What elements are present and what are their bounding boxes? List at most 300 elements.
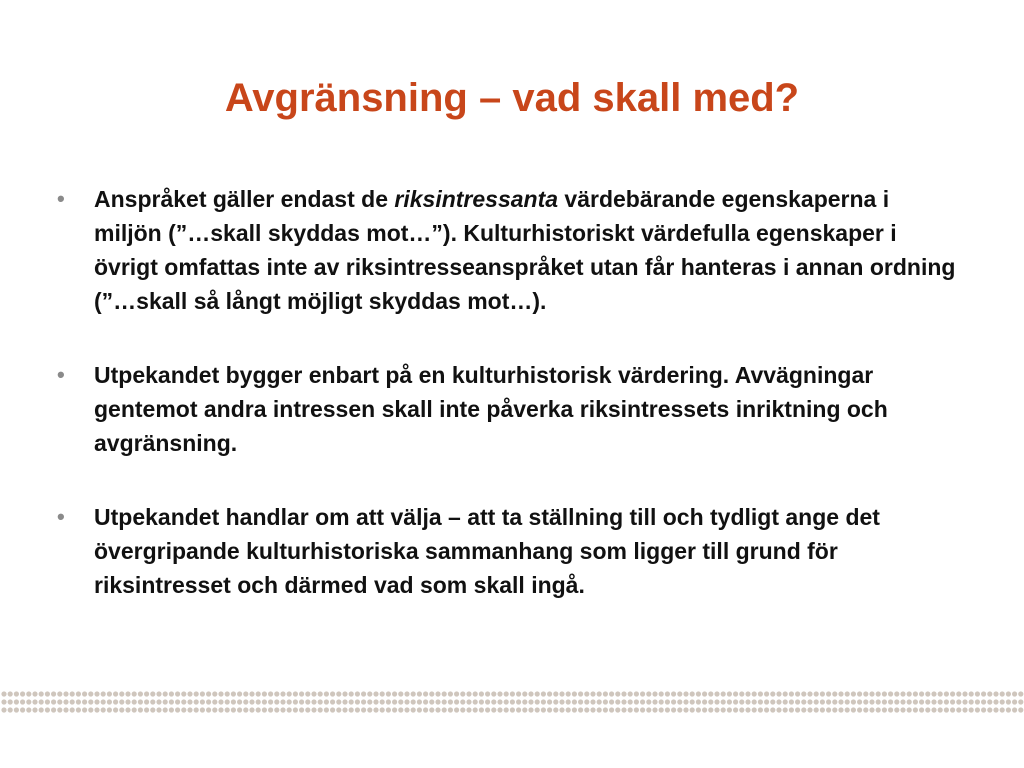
- decorative-dot: [448, 707, 453, 712]
- decorative-dot: [559, 707, 564, 712]
- decorative-dot: [45, 707, 50, 712]
- decorative-dot: [411, 691, 416, 696]
- decorative-dot: [993, 707, 998, 712]
- bullet-text: Utpekandet handlar om att välja – att ta ställning till och tydligt ange det övergripande kulturhistoriska sammanhang som ligger till grund för riksintresset och därmed vad som skall ingå.: [94, 504, 880, 598]
- decorative-dot: [733, 691, 738, 696]
- decorative-dot: [820, 699, 825, 704]
- decorative-dot: [479, 699, 484, 704]
- decorative-dot: [460, 691, 465, 696]
- decorative-dot: [491, 707, 496, 712]
- decorative-dot: [386, 707, 391, 712]
- decorative-dot: [200, 691, 205, 696]
- decorative-dot: [342, 707, 347, 712]
- bullet-marker: •: [57, 504, 65, 529]
- decorative-dot: [231, 691, 236, 696]
- decorative-dot: [367, 699, 372, 704]
- decorative-dot: [770, 699, 775, 704]
- decorative-dot: [590, 699, 595, 704]
- decorative-dot: [919, 699, 924, 704]
- decorative-dot: [200, 699, 205, 704]
- decorative-dot: [45, 691, 50, 696]
- decorative-dot: [665, 691, 670, 696]
- decorative-dot: [522, 699, 527, 704]
- decorative-dot: [696, 691, 701, 696]
- decorative-dot: [609, 691, 614, 696]
- decorative-dot: [113, 707, 118, 712]
- decorative-dot: [516, 691, 521, 696]
- decorative-dot: [429, 691, 434, 696]
- decorative-dot: [119, 691, 124, 696]
- decorative-dot: [417, 707, 422, 712]
- decorative-dot: [522, 691, 527, 696]
- decorative-dot: [807, 707, 812, 712]
- decorative-dot: [460, 707, 465, 712]
- decorative-dot: [603, 707, 608, 712]
- decorative-dot: [336, 707, 341, 712]
- decorative-dot: [913, 691, 918, 696]
- decorative-dot: [962, 699, 967, 704]
- bullet-emphasis: riksintressanta: [394, 186, 559, 212]
- decorative-dot: [473, 699, 478, 704]
- decorative-dot: [1018, 699, 1023, 704]
- decorative-dot: [411, 707, 416, 712]
- decorative-dot: [392, 699, 397, 704]
- decorative-dot: [107, 699, 112, 704]
- decorative-dot: [497, 699, 502, 704]
- decorative-dot: [776, 691, 781, 696]
- decorative-dot: [776, 707, 781, 712]
- decorative-dot: [857, 691, 862, 696]
- decorative-dot: [355, 707, 360, 712]
- decorative-dot: [150, 699, 155, 704]
- decorative-dot: [212, 699, 217, 704]
- decorative-dot: [392, 691, 397, 696]
- decorative-dot: [466, 707, 471, 712]
- decorative-dot: [1018, 691, 1023, 696]
- decorative-dot: [57, 699, 62, 704]
- decorative-dot: [553, 707, 558, 712]
- decorative-dot: [677, 699, 682, 704]
- decorative-dot: [981, 707, 986, 712]
- decorative-dot: [559, 699, 564, 704]
- decorative-dot: [764, 707, 769, 712]
- decorative-dot: [739, 691, 744, 696]
- decorative-dot: [280, 707, 285, 712]
- decorative-dot: [70, 707, 75, 712]
- decorative-dot: [144, 699, 149, 704]
- decorative-dot: [944, 707, 949, 712]
- decorative-dot: [882, 699, 887, 704]
- decorative-dot: [311, 707, 316, 712]
- decorative-dot: [783, 707, 788, 712]
- decorative-dot: [683, 691, 688, 696]
- decorative-dot: [256, 699, 261, 704]
- decorative-dot: [373, 707, 378, 712]
- bullet-item-2: [57, 358, 957, 460]
- decorative-dot: [318, 691, 323, 696]
- decorative-dot: [380, 699, 385, 704]
- decorative-dot: [745, 691, 750, 696]
- decorative-dot: [826, 707, 831, 712]
- decorative-dot: [628, 707, 633, 712]
- decorative-dot: [752, 699, 757, 704]
- decorative-dot: [541, 707, 546, 712]
- decorative-dot: [590, 691, 595, 696]
- decorative-dot: [851, 707, 856, 712]
- decorative-dot: [454, 707, 459, 712]
- decorative-dot: [925, 691, 930, 696]
- decorative-dot: [993, 699, 998, 704]
- decorative-dot: [621, 699, 626, 704]
- decorative-dot: [814, 691, 819, 696]
- decorative-dot: [621, 707, 626, 712]
- decorative-dot: [789, 707, 794, 712]
- decorative-dot: [51, 699, 56, 704]
- decorative-dot: [330, 707, 335, 712]
- decorative-dot: [293, 691, 298, 696]
- decorative-dot: [169, 699, 174, 704]
- decorative-dot: [163, 707, 168, 712]
- decorative-dot: [342, 691, 347, 696]
- decorative-dot: [950, 707, 955, 712]
- decorative-dot: [913, 707, 918, 712]
- decorative-dot: [969, 691, 974, 696]
- decorative-dot: [460, 699, 465, 704]
- decorative-dot: [311, 699, 316, 704]
- decorative-dot: [640, 691, 645, 696]
- decorative-dot: [311, 691, 316, 696]
- decorative-dot: [609, 707, 614, 712]
- decorative-dot: [801, 699, 806, 704]
- decorative-dot: [318, 699, 323, 704]
- decorative-dot: [671, 691, 676, 696]
- decorative-dot: [603, 691, 608, 696]
- decorative-dot: [138, 707, 143, 712]
- decorative-dot: [20, 691, 25, 696]
- decorative-dot: [268, 699, 273, 704]
- decorative-dot: [113, 691, 118, 696]
- decorative-dot: [194, 699, 199, 704]
- decorative-dot: [528, 699, 533, 704]
- decorative-dot: [51, 707, 56, 712]
- decorative-dot: [956, 699, 961, 704]
- decorative-dot: [94, 707, 99, 712]
- decorative-dot: [417, 691, 422, 696]
- decorative-dot: [57, 707, 62, 712]
- decorative-dot: [448, 691, 453, 696]
- decorative-dot: [299, 691, 304, 696]
- decorative-dot: [814, 699, 819, 704]
- decorative-dot: [14, 699, 19, 704]
- decorative-dot: [714, 691, 719, 696]
- decorative-dot: [423, 691, 428, 696]
- decorative-dot: [39, 699, 44, 704]
- decorative-dot: [615, 699, 620, 704]
- decorative-dot: [107, 707, 112, 712]
- decorative-dot: [125, 707, 130, 712]
- decorative-dot: [1006, 699, 1011, 704]
- decorative-dot: [237, 699, 242, 704]
- decorative-dot: [491, 699, 496, 704]
- decorative-dot: [758, 699, 763, 704]
- decorative-dot: [851, 699, 856, 704]
- decorative-dot: [690, 699, 695, 704]
- decorative-dot: [900, 707, 905, 712]
- decorative-dot: [336, 691, 341, 696]
- decorative-dot: [1012, 699, 1017, 704]
- decorative-dot: [249, 707, 254, 712]
- decorative-dot: [1012, 691, 1017, 696]
- decorative-dot: [181, 691, 186, 696]
- decorative-dot: [442, 707, 447, 712]
- decorative-dot: [398, 699, 403, 704]
- decorative-dot: [944, 699, 949, 704]
- decorative-dot: [94, 699, 99, 704]
- decorative-dot: [776, 699, 781, 704]
- decorative-dot: [355, 691, 360, 696]
- decorative-dot: [876, 707, 881, 712]
- decorative-dot: [367, 691, 372, 696]
- decorative-dot: [814, 707, 819, 712]
- decorative-dot: [256, 707, 261, 712]
- decorative-dot: [479, 707, 484, 712]
- decorative-dot: [876, 691, 881, 696]
- decorative-dot: [32, 691, 37, 696]
- decorative-dot: [801, 707, 806, 712]
- decorative-dot: [646, 691, 651, 696]
- decorative-dot: [950, 691, 955, 696]
- decorative-dot: [144, 707, 149, 712]
- decorative-dot: [702, 699, 707, 704]
- decorative-dot: [194, 691, 199, 696]
- decorative-dot: [956, 691, 961, 696]
- decorative-dot: [956, 707, 961, 712]
- decorative-dot: [683, 707, 688, 712]
- decorative-dot: [404, 691, 409, 696]
- decorative-dot: [1000, 691, 1005, 696]
- decorative-dot: [423, 699, 428, 704]
- decorative-dot: [218, 699, 223, 704]
- decorative-dot: [572, 699, 577, 704]
- decorative-dot: [857, 707, 862, 712]
- decorative-dot: [764, 691, 769, 696]
- decorative-dot: [125, 691, 130, 696]
- decorative-dot: [361, 691, 366, 696]
- decorative-dot: [566, 707, 571, 712]
- decorative-dot: [869, 707, 874, 712]
- decorative-dot: [770, 707, 775, 712]
- decorative-dot: [944, 691, 949, 696]
- decorative-dot: [1006, 691, 1011, 696]
- decorative-dot: [76, 699, 81, 704]
- decorative-dot: [869, 691, 874, 696]
- decorative-dot: [727, 691, 732, 696]
- decorative-dot: [299, 707, 304, 712]
- decorative-dot: [262, 707, 267, 712]
- decorative-dot: [665, 699, 670, 704]
- decorative-dot: [324, 707, 329, 712]
- decorative-dot: [63, 707, 68, 712]
- decorative-dot: [783, 691, 788, 696]
- decorative-dot: [969, 699, 974, 704]
- decorative-dot: [634, 691, 639, 696]
- decorative-dot: [894, 691, 899, 696]
- decorative-dot: [919, 691, 924, 696]
- decorative-dot: [671, 707, 676, 712]
- decorative-dot: [225, 691, 230, 696]
- bullet-text: Utpekandet bygger enbart på en kulturhistorisk värdering. Avvägningar gentemot andra intressen skall inte påverka riksintressets inriktning och avgränsning.: [94, 362, 888, 456]
- decorative-dot: [1000, 699, 1005, 704]
- decorative-dot: [206, 699, 211, 704]
- decorative-dot: [125, 699, 130, 704]
- decorative-dot: [993, 691, 998, 696]
- decorative-dot: [603, 699, 608, 704]
- decorative-dot: [274, 691, 279, 696]
- decorative-dot: [262, 691, 267, 696]
- decorative-dot: [132, 699, 137, 704]
- decorative-dot: [584, 699, 589, 704]
- decorative-dot: [919, 707, 924, 712]
- decorative-dot: [485, 707, 490, 712]
- decorative-dot: [857, 699, 862, 704]
- decorative-dot: [373, 699, 378, 704]
- decorative-dot: [448, 699, 453, 704]
- decorative-dot: [454, 691, 459, 696]
- decorative-dot: [981, 699, 986, 704]
- decorative-dot: [938, 691, 943, 696]
- decorative-dot: [882, 707, 887, 712]
- decorative-dot: [144, 691, 149, 696]
- decorative-dot-band: [0, 688, 1024, 716]
- decorative-dot: [510, 691, 515, 696]
- decorative-dot: [473, 707, 478, 712]
- decorative-dot: [888, 699, 893, 704]
- decorative-dot: [987, 699, 992, 704]
- decorative-dot: [404, 699, 409, 704]
- decorative-dot: [70, 699, 75, 704]
- decorative-dot: [845, 699, 850, 704]
- decorative-dot: [212, 691, 217, 696]
- decorative-dot: [975, 699, 980, 704]
- decorative-dot: [417, 699, 422, 704]
- decorative-dot: [900, 699, 905, 704]
- decorative-dot: [578, 691, 583, 696]
- decorative-dot: [807, 699, 812, 704]
- decorative-dot: [287, 699, 292, 704]
- decorative-dot: [187, 699, 192, 704]
- decorative-dot: [690, 707, 695, 712]
- decorative-dot: [869, 699, 874, 704]
- decorative-dot: [615, 691, 620, 696]
- decorative-dot: [838, 691, 843, 696]
- decorative-dot: [88, 691, 93, 696]
- bullet-item-3: [57, 500, 957, 602]
- decorative-dot: [510, 707, 515, 712]
- decorative-dot: [107, 691, 112, 696]
- decorative-dot: [752, 707, 757, 712]
- decorative-dot: [398, 691, 403, 696]
- decorative-dot: [324, 699, 329, 704]
- decorative-dot: [677, 691, 682, 696]
- decorative-dot: [646, 707, 651, 712]
- decorative-dot: [516, 707, 521, 712]
- decorative-dot: [101, 691, 106, 696]
- decorative-dot: [318, 707, 323, 712]
- decorative-dot: [361, 707, 366, 712]
- decorative-dot: [597, 691, 602, 696]
- decorative-dot: [94, 691, 99, 696]
- bullet-list: [57, 182, 957, 642]
- decorative-dot: [392, 707, 397, 712]
- decorative-dot: [894, 707, 899, 712]
- decorative-dot: [652, 699, 657, 704]
- decorative-dot: [528, 707, 533, 712]
- decorative-dot: [733, 699, 738, 704]
- decorative-dot: [373, 691, 378, 696]
- decorative-dot: [925, 699, 930, 704]
- decorative-dot: [931, 699, 936, 704]
- decorative-dot: [863, 707, 868, 712]
- decorative-dot: [975, 691, 980, 696]
- decorative-dot: [280, 699, 285, 704]
- decorative-dot: [287, 691, 292, 696]
- decorative-dot: [838, 699, 843, 704]
- decorative-dot: [652, 691, 657, 696]
- decorative-dot: [578, 707, 583, 712]
- decorative-dot: [510, 699, 515, 704]
- decorative-dot: [876, 699, 881, 704]
- decorative-dot: [745, 699, 750, 704]
- decorative-dot: [305, 699, 310, 704]
- decorative-dot: [330, 691, 335, 696]
- decorative-dot: [597, 707, 602, 712]
- decorative-dot: [745, 707, 750, 712]
- decorative-dot: [1018, 707, 1023, 712]
- decorative-dot: [39, 691, 44, 696]
- decorative-dot: [57, 691, 62, 696]
- decorative-dot: [101, 699, 106, 704]
- decorative-dot: [702, 691, 707, 696]
- decorative-dot: [547, 699, 552, 704]
- decorative-dot: [14, 691, 19, 696]
- decorative-dot: [832, 707, 837, 712]
- decorative-dot: [838, 707, 843, 712]
- decorative-dot: [113, 699, 118, 704]
- decorative-dot: [218, 707, 223, 712]
- decorative-dot: [231, 699, 236, 704]
- decorative-dot: [590, 707, 595, 712]
- decorative-dot: [305, 707, 310, 712]
- decorative-dot: [138, 691, 143, 696]
- decorative-dot: [820, 707, 825, 712]
- decorative-dot: [683, 699, 688, 704]
- decorative-dot: [572, 707, 577, 712]
- decorative-dot: [429, 707, 434, 712]
- decorative-dot: [423, 707, 428, 712]
- decorative-dot: [863, 699, 868, 704]
- decorative-dot: [225, 707, 230, 712]
- decorative-dot: [386, 691, 391, 696]
- decorative-dot: [553, 699, 558, 704]
- decorative-dot: [349, 691, 354, 696]
- decorative-dot: [547, 691, 552, 696]
- decorative-dot: [727, 707, 732, 712]
- decorative-dot: [969, 707, 974, 712]
- decorative-dot: [708, 691, 713, 696]
- decorative-dot: [398, 707, 403, 712]
- decorative-dot: [380, 691, 385, 696]
- decorative-dot: [851, 691, 856, 696]
